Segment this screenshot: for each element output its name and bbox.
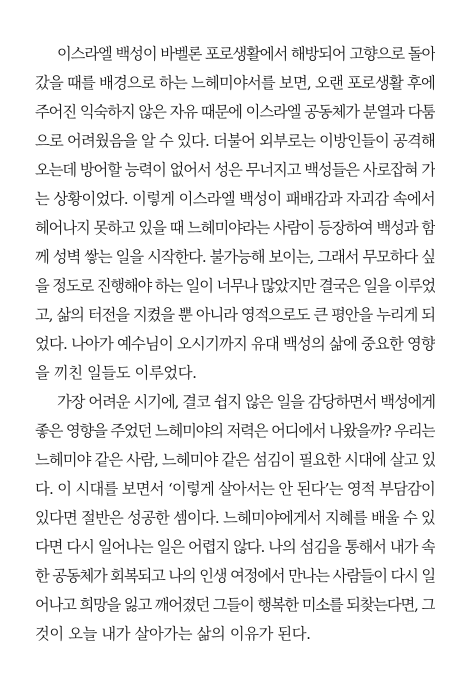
paragraph-1-line-12: 을 끼친 일들도 이루었다. bbox=[35, 364, 197, 382]
paragraph-1-line-3: 주어진 익숙하지 않은 자유 때문에 이스라엘 공동체가 분열과 다툼 bbox=[35, 103, 435, 121]
paragraph-2-line-4: 다. 이 시대를 보면서 ‘이렇게 살아서는 안 된다’는 영적 부담감이 bbox=[35, 480, 435, 498]
paragraph-1-line-1: 이스라엘 백성이 바벨론 포로생활에서 해방되어 고향으로 돌아 bbox=[57, 45, 435, 63]
paragraph-2-line-2: 좋은 영향을 주었던 느헤미야의 저력은 어디에서 나왔을까? 우리는 bbox=[35, 422, 435, 440]
paragraph-1-line-11: 었다. 나아가 예수님이 오시기까지 유대 백성의 삶에 중요한 영향 bbox=[35, 335, 435, 353]
paragraph-1-line-8: 께 성벽 쌓는 일을 시작한다. 불가능해 보이는, 그래서 무모하다 싶 bbox=[35, 248, 435, 266]
paragraph-1-line-9: 을 정도로 진행해야 하는 일이 너무나 많았지만 결국은 일을 이루었 bbox=[35, 277, 435, 295]
paragraph-2-line-8: 어나고 희망을 잃고 깨어졌던 그들이 행복한 미소를 되찾는다면, 그 bbox=[35, 596, 435, 614]
paragraph-1-line-2: 갔을 때를 배경으로 하는 느헤미야서를 보면, 오랜 포로생활 후에 bbox=[35, 74, 435, 92]
paragraph-2-line-1: 가장 어려운 시기에, 결코 쉽지 않은 일을 감당하면서 백성에게 bbox=[57, 393, 435, 411]
paragraph-2-line-6: 다면 다시 일어나는 일은 어렵지 않다. 나의 섬김을 통해서 내가 속 bbox=[35, 538, 435, 556]
paragraph-2-line-9: 것이 오늘 내가 살아가는 삶의 이유가 된다. bbox=[35, 625, 311, 643]
paragraph-2-line-5: 있다면 절반은 성공한 셈이다. 느헤미야에게서 지혜를 배울 수 있 bbox=[35, 509, 435, 527]
paragraph-2-line-7: 한 공동체가 회복되고 나의 인생 여정에서 만나는 사람들이 다시 일 bbox=[35, 567, 435, 585]
paragraph-1-line-10: 고, 삶의 터전을 지켰을 뿐 아니라 영적으로도 큰 평안을 누리게 되 bbox=[35, 306, 435, 324]
paragraph-1-line-7: 헤어나지 못하고 있을 때 느헤미야라는 사람이 등장하여 백성과 함 bbox=[35, 219, 435, 237]
paragraph-1-line-4: 으로 어려웠음을 알 수 있다. 더불어 외부로는 이방인들이 공격해 bbox=[35, 132, 435, 150]
paragraph-1-line-5: 오는데 방어할 능력이 없어서 성은 무너지고 백성들은 사로잡혀 가 bbox=[35, 161, 435, 179]
paragraph-2-line-3: 느헤미야 같은 사람, 느헤미야 같은 섬김이 필요한 시대에 살고 있 bbox=[35, 451, 435, 469]
paragraph-1-line-6: 는 상황이었다. 이렇게 이스라엘 백성이 패배감과 자괴감 속에서 bbox=[35, 190, 435, 208]
